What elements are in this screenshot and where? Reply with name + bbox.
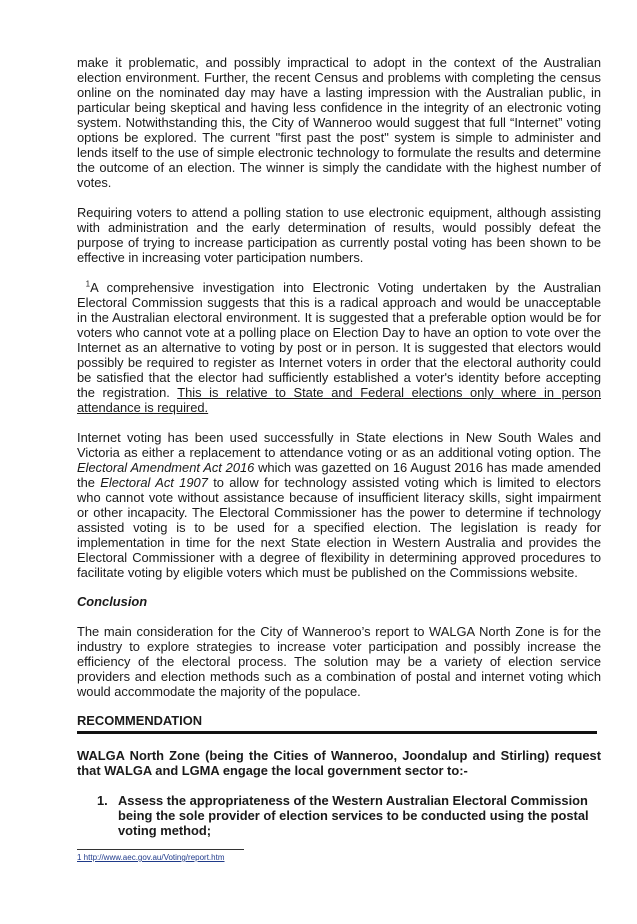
paragraph-internet-voting: [77, 430, 601, 580]
conclusion-heading: Conclusion: [77, 594, 148, 609]
footnote-reference[interactable]: 1: [85, 279, 91, 289]
recommendation-list: [77, 793, 601, 838]
paragraph-aec-investigation: [77, 280, 601, 415]
act-name-1907: Electoral Act 1907: [100, 475, 208, 490]
internet-voting-text-2: which was gazetted on 16 August 2016 has made amended the: [77, 460, 601, 490]
list-item: [77, 793, 601, 838]
paragraph-polling-station: Requiring voters to attend a polling station to use electronic equipment, although assisting with administration and the early determination of results, would possibly defeat the purpose of trying to increase participation as currently postal voting has been shown to be effective in increasing voter participation numbers.: [77, 205, 601, 265]
list-item-number: 1.: [97, 793, 108, 808]
recommendation-heading: RECOMMENDATION: [77, 713, 203, 728]
list-item-text: Assess the appropriateness of the Western Australian Electoral Commission being the sole provider of election services to be conducted using the postal voting method;: [118, 793, 589, 838]
paragraph-census-concerns: make it problematic, and possibly impractical to adopt in the context of the Australian election environment. Further, the recent Census and problems with completing the census online on the nominated day may have a lasting impression with the Australian public, in particular being skeptical and having less confidence in the integrity of an electronic voting system. Notwithstanding this, the City of Wanneroo would suggest that full “Internet” voting options be explored. The current "first past the post" system is simple to administer and lends itself to the use of simple electronic technology to formulate the results and determine the outcome of an election. The winner is simply the candidate with the highest number of votes.: [77, 55, 601, 190]
recommendation-divider: [77, 731, 597, 734]
conclusion-paragraph: The main consideration for the City of Wanneroo’s report to WALGA North Zone is for the industry to explore strategies to increase voter participation and possibly increase the efficiency of the electoral process. The solution may be a variety of election service providers and election methods such as a combination of postal and internet voting which would accommodate the majority of the populace.: [77, 624, 601, 699]
recommendation-intro: WALGA North Zone (being the Cities of Wanneroo, Joondalup and Stirling) request that WALGA and LGMA engage the local government sector to:-: [77, 748, 601, 778]
underlined-note: This is relative to State and Federal elections only where in person attendance is required.: [77, 385, 601, 415]
footnote-link[interactable]: 1 http://www.aec.gov.au/Voting/report.htm: [77, 853, 225, 862]
aec-investigation-text: A comprehensive investigation into Electronic Voting undertaken by the Australian Electoral Commission suggests that this is a radical approach and would be unacceptable in the Australian electoral environment. It is suggested that a preferable option would be for voters who cannot vote at a polling place on Election Day to have an option to vote over the Internet as an alternative to voting by post or in person. It is suggested that electors would possibly be required to register as Internet voters in order that the electoral authority could be satisfied that the elector had sufficiently established a voter's identity before accepting the registration.: [77, 280, 601, 400]
internet-voting-text-3: to allow for technology assisted voting which is limited to electors who cannot vote without assistance because of insufficient literacy skills, sight impairment or other incapacity. The Electoral Commissioner has the power to determine if technology assisted voting is to be used for a specified election. The legislation is ready for implementation in time for the next State election in Western Australia and provides the Electoral Commissioner with a degree of flexibility in determining approved procedures to facilitate voting by eligible voters which must be published on the Commissions website.: [77, 475, 601, 580]
act-name-amendment: Electoral Amendment Act 2016: [77, 460, 255, 475]
footnote-separator: [77, 849, 244, 850]
internet-voting-text-1: Internet voting has been used successfully in State elections in New South Wales and Victoria as either a replacement to attendance voting or as an additional voting option. The: [77, 430, 601, 460]
document-page: [77, 55, 601, 838]
